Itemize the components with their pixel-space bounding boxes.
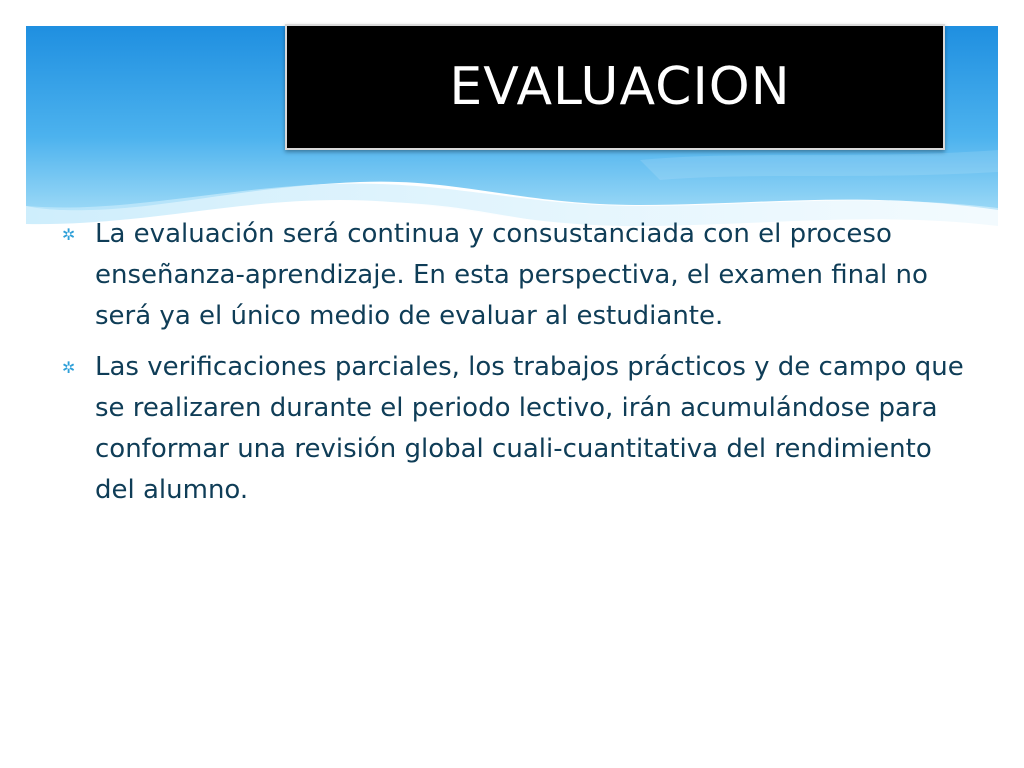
list-item: [60, 214, 980, 337]
bullet-text: Las verificaciones parciales, los trabajos prácticos y de campo que se realizaren durante el periodo lectivo, irán acumulándose para conformar una revisión global cuali-cuantitativa del rendimiento del alumno.: [95, 352, 964, 505]
list-item: [60, 347, 980, 511]
asterisk-bullet-icon: ✲: [62, 358, 76, 377]
bullet-list: [60, 214, 980, 521]
bullet-text: La evaluación será continua y consustanciada con el proceso enseñanza-aprendizaje. En esta perspectiva, el examen final no será ya el único medio de evaluar al estudiante.: [95, 219, 928, 331]
asterisk-bullet-icon: ✲: [62, 225, 76, 244]
title-box: [285, 24, 945, 150]
slide-title: EVALUACION: [449, 57, 791, 117]
